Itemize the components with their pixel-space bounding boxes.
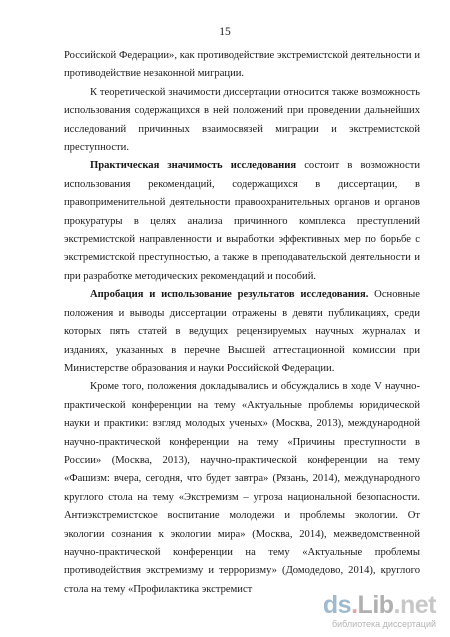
paragraph-text: Основные положения и выводы диссертации отражены в девяти публикациях, среди которых пять статей в ведущих рецензируемых научных журналах и изданиях, указанных в перечне Высшей аттестационной комиссии при Министерстве образования и науки Российской Федерации. — [64, 289, 420, 374]
paragraph-text: состоит в возможности использования рекомендаций, содержащихся в диссертации, в правоприменительной деятельности правоохранительных органов и органов прокуратуры в целях анализа причинного комплекса преступлений экстремистской направленности и выработки эффективных мер по борьбе с экстремистской преступностью, а также в преподавательской деятельности и при разработке методических рекомендаций и пособий. — [64, 160, 421, 282]
paragraph-conferences — [64, 378, 420, 599]
paragraph-theoretical-significance — [64, 84, 420, 158]
paragraph-continuation — [64, 47, 420, 84]
watermark — [290, 591, 440, 631]
watermark-subtitle: библиотека диссертаций — [331, 619, 436, 629]
document-body — [64, 47, 420, 599]
paragraph-text: К теоретической значимости диссертации относится также возможность использования содержащихся в ней положений при проведении дальнейших исследований причинных взаимосвязей миграции и экстремистской преступности. — [64, 86, 420, 154]
paragraph-practical-significance — [64, 157, 420, 286]
paragraph-text: Кроме того, положения докладывались и обсуждались в ходе V научно-практической конференции на тему «Актуальные проблемы юридической науки и практики: взгляд молодых ученых» (Москва, 2013), международной научно-практической конференции на тему «Причины преступности в России» (Москва, 2013), научно-практической конференции на тему «Фашизм: вчера, сегодня, что будет завтра» (Рязань, 2014), международного круглого стола на тему «Экстремизм – угроза национальной безопасности. Антиэкстремистское воспитание молодежи и проблемы экологии. От экологии сознания к экологии мира» (Москва, 2014), межведомственной научно-практической конференции на тему «Актуальные проблемы противодействия экстремизму и терроризму» (Домодедово, 2014), круглого стола на тему «Профилактика экстремист — [64, 381, 420, 595]
paragraph-approbation — [64, 286, 420, 378]
paragraph-text: Российской Федерации», как противодействие экстремистской деятельности и противодействие незаконной миграции. — [64, 50, 420, 80]
watermark-logo: ds.Lib.net — [322, 591, 436, 619]
page-number: 15 — [219, 26, 231, 38]
paragraph-heading: Практическая значимость исследования — [90, 160, 297, 172]
paragraph-heading: Апробация и использование результатов исследования. — [90, 289, 369, 301]
